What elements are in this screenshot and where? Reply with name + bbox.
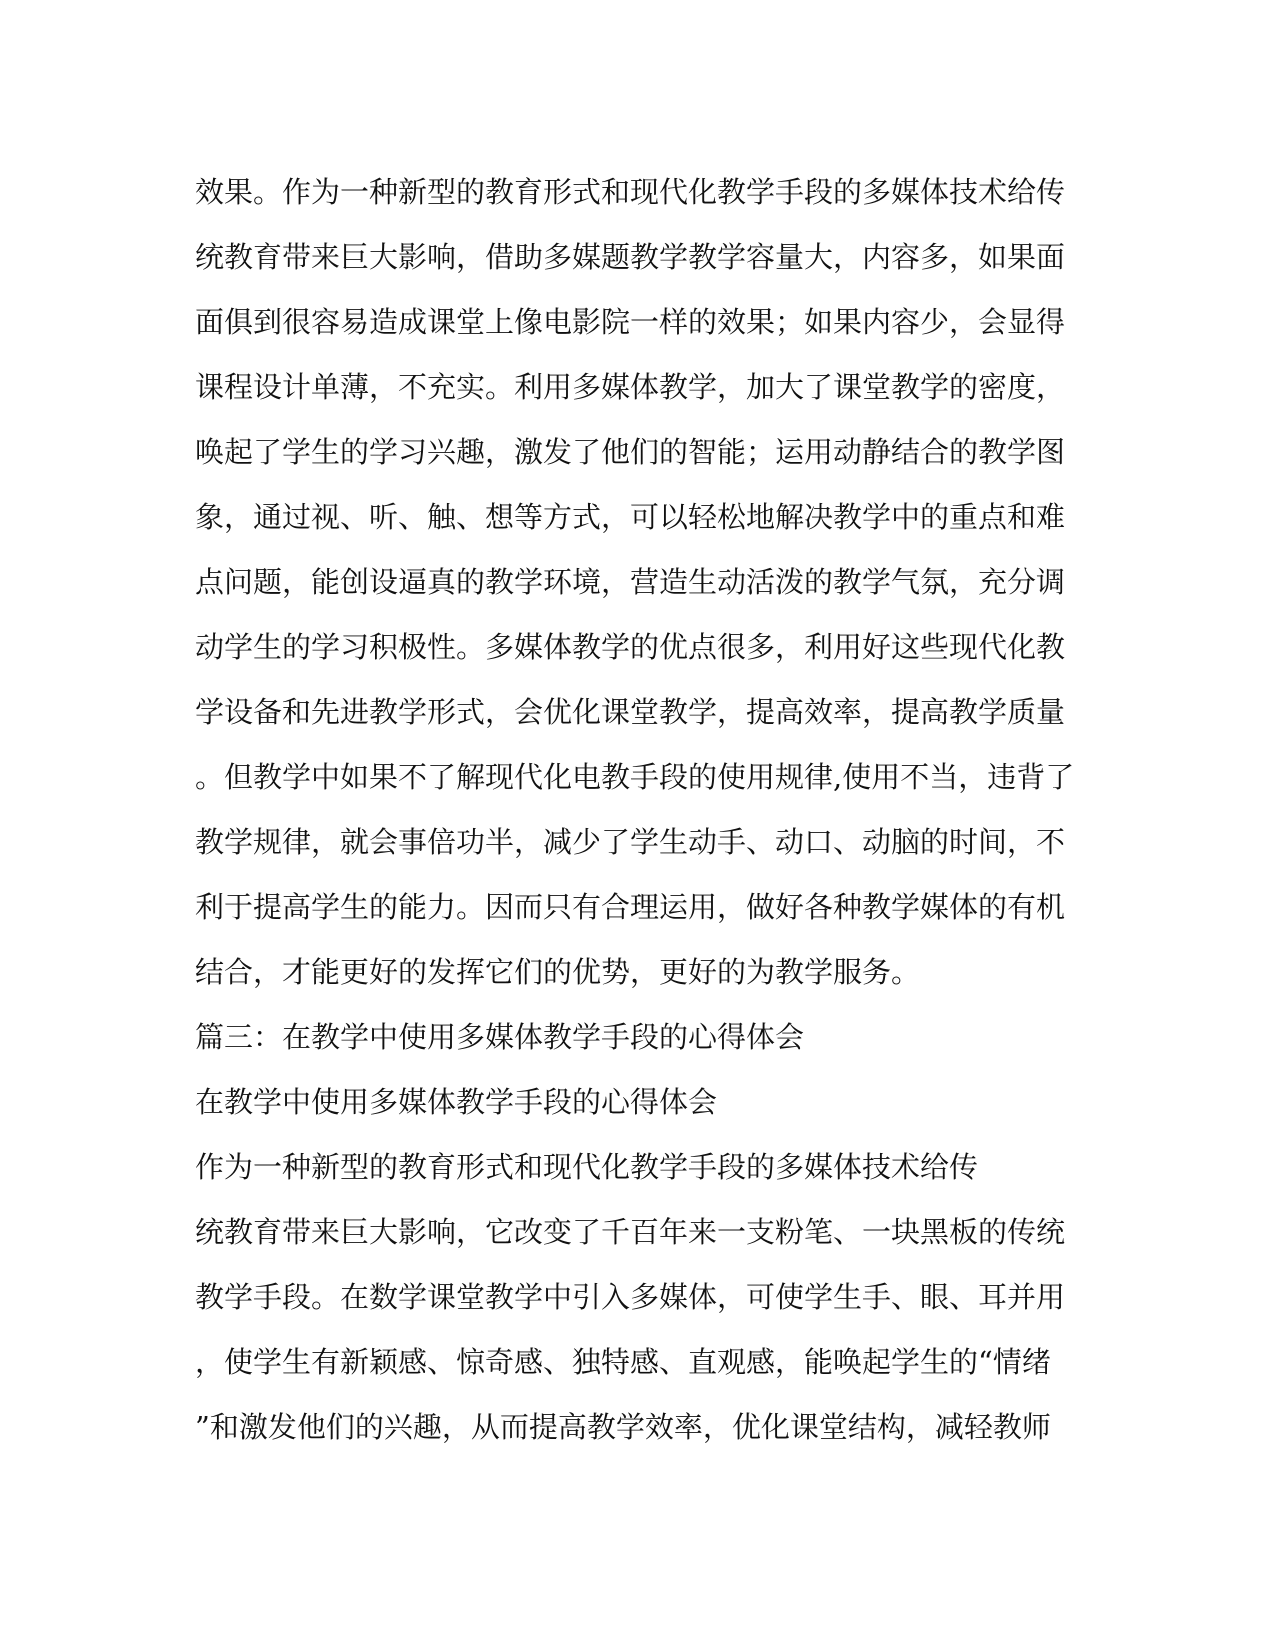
text-line: ，使学生有新颖感、惊奇感、独特感、直观感，能唤起学生的“情绪 bbox=[195, 1345, 1051, 1379]
text-line: 利于提高学生的能力。因而只有合理运用，做好各种教学媒体的有机 bbox=[195, 890, 1066, 924]
text-line: 唤起了学生的学习兴趣，激发了他们的智能；运用动静结合的教学图 bbox=[195, 435, 1066, 469]
text-line: 结合，才能更好的发挥它们的优势，更好的为教学服务。 bbox=[195, 955, 921, 989]
document-body bbox=[195, 160, 1095, 1460]
article-title: 在教学中使用多媒体教学手段的心得体会 bbox=[195, 1085, 718, 1119]
text-line: 教学规律，就会事倍功半，减少了学生动手、动口、动脑的时间，不 bbox=[195, 825, 1066, 859]
text-line: 。但教学中如果不了解现代化电教手段的使用规律,使用不当，违背了 bbox=[195, 760, 1075, 794]
text-line: 作为一种新型的教育形式和现代化教学手段的多媒体技术给传 bbox=[195, 1150, 979, 1184]
section-heading: 篇三：在教学中使用多媒体教学手段的心得体会 bbox=[195, 1020, 805, 1054]
text-line: 面俱到很容易造成课堂上像电影院一样的效果；如果内容少，会显得 bbox=[195, 305, 1066, 339]
text-line: ”和激发他们的兴趣，从而提高教学效率，优化课堂结构，减轻教师 bbox=[195, 1410, 1051, 1444]
text-line: 效果。作为一种新型的教育形式和现代化教学手段的多媒体技术给传 bbox=[195, 175, 1066, 209]
text-line: 教学手段。在数学课堂教学中引入多媒体，可使学生手、眼、耳并用 bbox=[195, 1280, 1066, 1314]
text-line: 象，通过视、听、触、想等方式，可以轻松地解决教学中的重点和难 bbox=[195, 500, 1066, 534]
text-line: 课程设计单薄，不充实。利用多媒体教学，加大了课堂教学的密度， bbox=[195, 370, 1066, 404]
text-line: 统教育带来巨大影响，借助多媒题教学教学容量大，内容多，如果面 bbox=[195, 240, 1066, 274]
text-line: 动学生的学习积极性。多媒体教学的优点很多，利用好这些现代化教 bbox=[195, 630, 1066, 664]
text-line: 学设备和先进教学形式，会优化课堂教学，提高效率，提高教学质量 bbox=[195, 695, 1066, 729]
text-line: 点问题，能创设逼真的教学环境，营造生动活泼的教学气氛，充分调 bbox=[195, 565, 1066, 599]
text-line: 统教育带来巨大影响，它改变了千百年来一支粉笔、一块黑板的传统 bbox=[195, 1215, 1066, 1249]
